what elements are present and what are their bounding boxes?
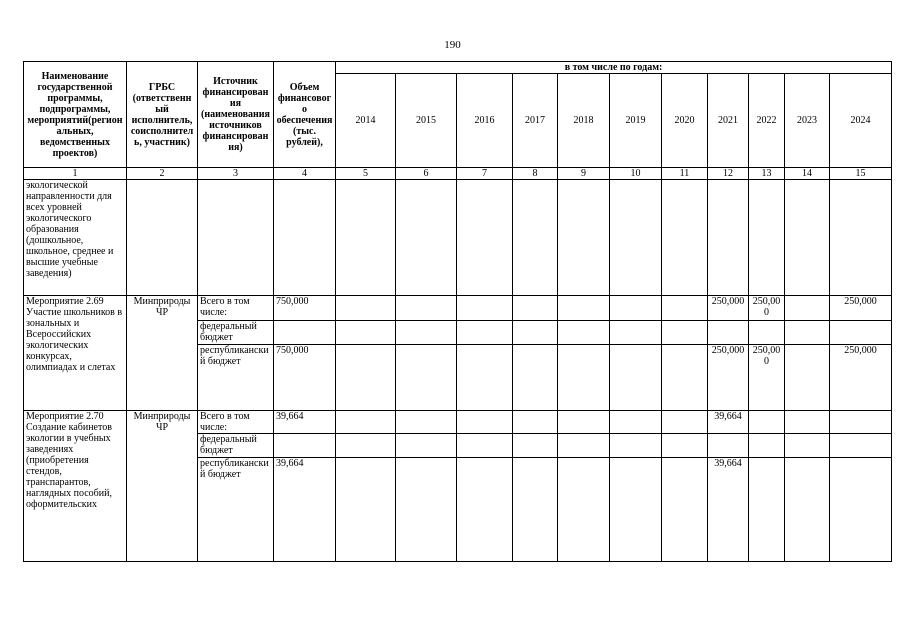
header-year-2018: 2018 <box>558 74 610 168</box>
header-funding-source: Источник финансирования (наименования источников финансирования) <box>198 62 274 168</box>
year-2021-value: 39,664 <box>708 458 749 562</box>
program-name-cell: экологической направленности для всех уровней экологического образования (дошкольное, школьное, среднее и высшие учебные заведения) <box>24 180 127 296</box>
column-number: 8 <box>513 168 558 180</box>
header-year-2022: 2022 <box>749 74 785 168</box>
funding-source-cell: Всего в том числе: <box>198 411 274 434</box>
funding-source-cell: федеральный бюджет <box>198 321 274 345</box>
table-row-continuation <box>24 180 892 296</box>
year-2021-value: 250,000 <box>708 296 749 321</box>
table-row-m270-total <box>24 411 892 434</box>
header-year-2014: 2014 <box>336 74 396 168</box>
funding-amount-cell: 39,664 <box>274 411 336 434</box>
column-number: 2 <box>127 168 198 180</box>
header-year-2016: 2016 <box>457 74 513 168</box>
header-year-2019: 2019 <box>610 74 662 168</box>
column-number: 9 <box>558 168 610 180</box>
program-name-cell: Мероприятие 2.69 Участие школьников в зональных и Всероссийских экологических конкурсах, олимпиадах и слетах <box>24 296 127 411</box>
grbs-cell: Минприроды ЧР <box>127 296 198 411</box>
header-year-2021: 2021 <box>708 74 749 168</box>
budget-table <box>23 61 892 562</box>
grbs-cell: Минприроды ЧР <box>127 411 198 562</box>
column-number: 12 <box>708 168 749 180</box>
header-row-1 <box>24 62 892 74</box>
header-year-2015: 2015 <box>396 74 457 168</box>
funding-amount-cell: 39,664 <box>274 458 336 562</box>
funding-source-cell: федеральный бюджет <box>198 434 274 458</box>
year-2022-value: 250,000 <box>749 296 785 321</box>
funding-source-cell: республиканский бюджет <box>198 345 274 411</box>
header-year-2020: 2020 <box>662 74 708 168</box>
column-number-row <box>24 168 892 180</box>
column-number: 15 <box>830 168 892 180</box>
page-number: 190 <box>444 39 461 51</box>
header-year-2024: 2024 <box>830 74 892 168</box>
header-grbs: ГРБС (ответственный исполнитель, соисполнитель, участник) <box>127 62 198 168</box>
column-number: 5 <box>336 168 396 180</box>
column-number: 10 <box>610 168 662 180</box>
column-number: 7 <box>457 168 513 180</box>
funding-amount-cell: 750,000 <box>274 296 336 321</box>
funding-source-cell: республиканский бюджет <box>198 458 274 562</box>
header-year-2023: 2023 <box>785 74 830 168</box>
header-year-2017: 2017 <box>513 74 558 168</box>
program-name-cell: Мероприятие 2.70 Создание кабинетов экологии в учебных заведениях (приобретения стендов, транспарантов, наглядных пособий, оформительских <box>24 411 127 562</box>
column-number: 11 <box>662 168 708 180</box>
year-2021-value: 250,000 <box>708 345 749 411</box>
header-years-group: в том числе по годам: <box>336 62 892 74</box>
funding-source-cell: Всего в том числе: <box>198 296 274 321</box>
funding-amount-cell: 750,000 <box>274 345 336 411</box>
year-2024-value: 250,000 <box>830 296 892 321</box>
table-row-m269-total <box>24 296 892 321</box>
year-2022-value: 250,000 <box>749 345 785 411</box>
year-2024-value: 250,000 <box>830 345 892 411</box>
column-number: 14 <box>785 168 830 180</box>
year-2021-value: 39,664 <box>708 411 749 434</box>
column-number: 6 <box>396 168 457 180</box>
header-program-name: Наименование государственной программы, подпрограммы, мероприятий(региональных, ведомственных проектов) <box>24 62 127 168</box>
header-funding-volume: Объем финансового обеспечения (тыс. рублей), <box>274 62 336 168</box>
column-number: 13 <box>749 168 785 180</box>
column-number: 4 <box>274 168 336 180</box>
column-number: 1 <box>24 168 127 180</box>
column-number: 3 <box>198 168 274 180</box>
